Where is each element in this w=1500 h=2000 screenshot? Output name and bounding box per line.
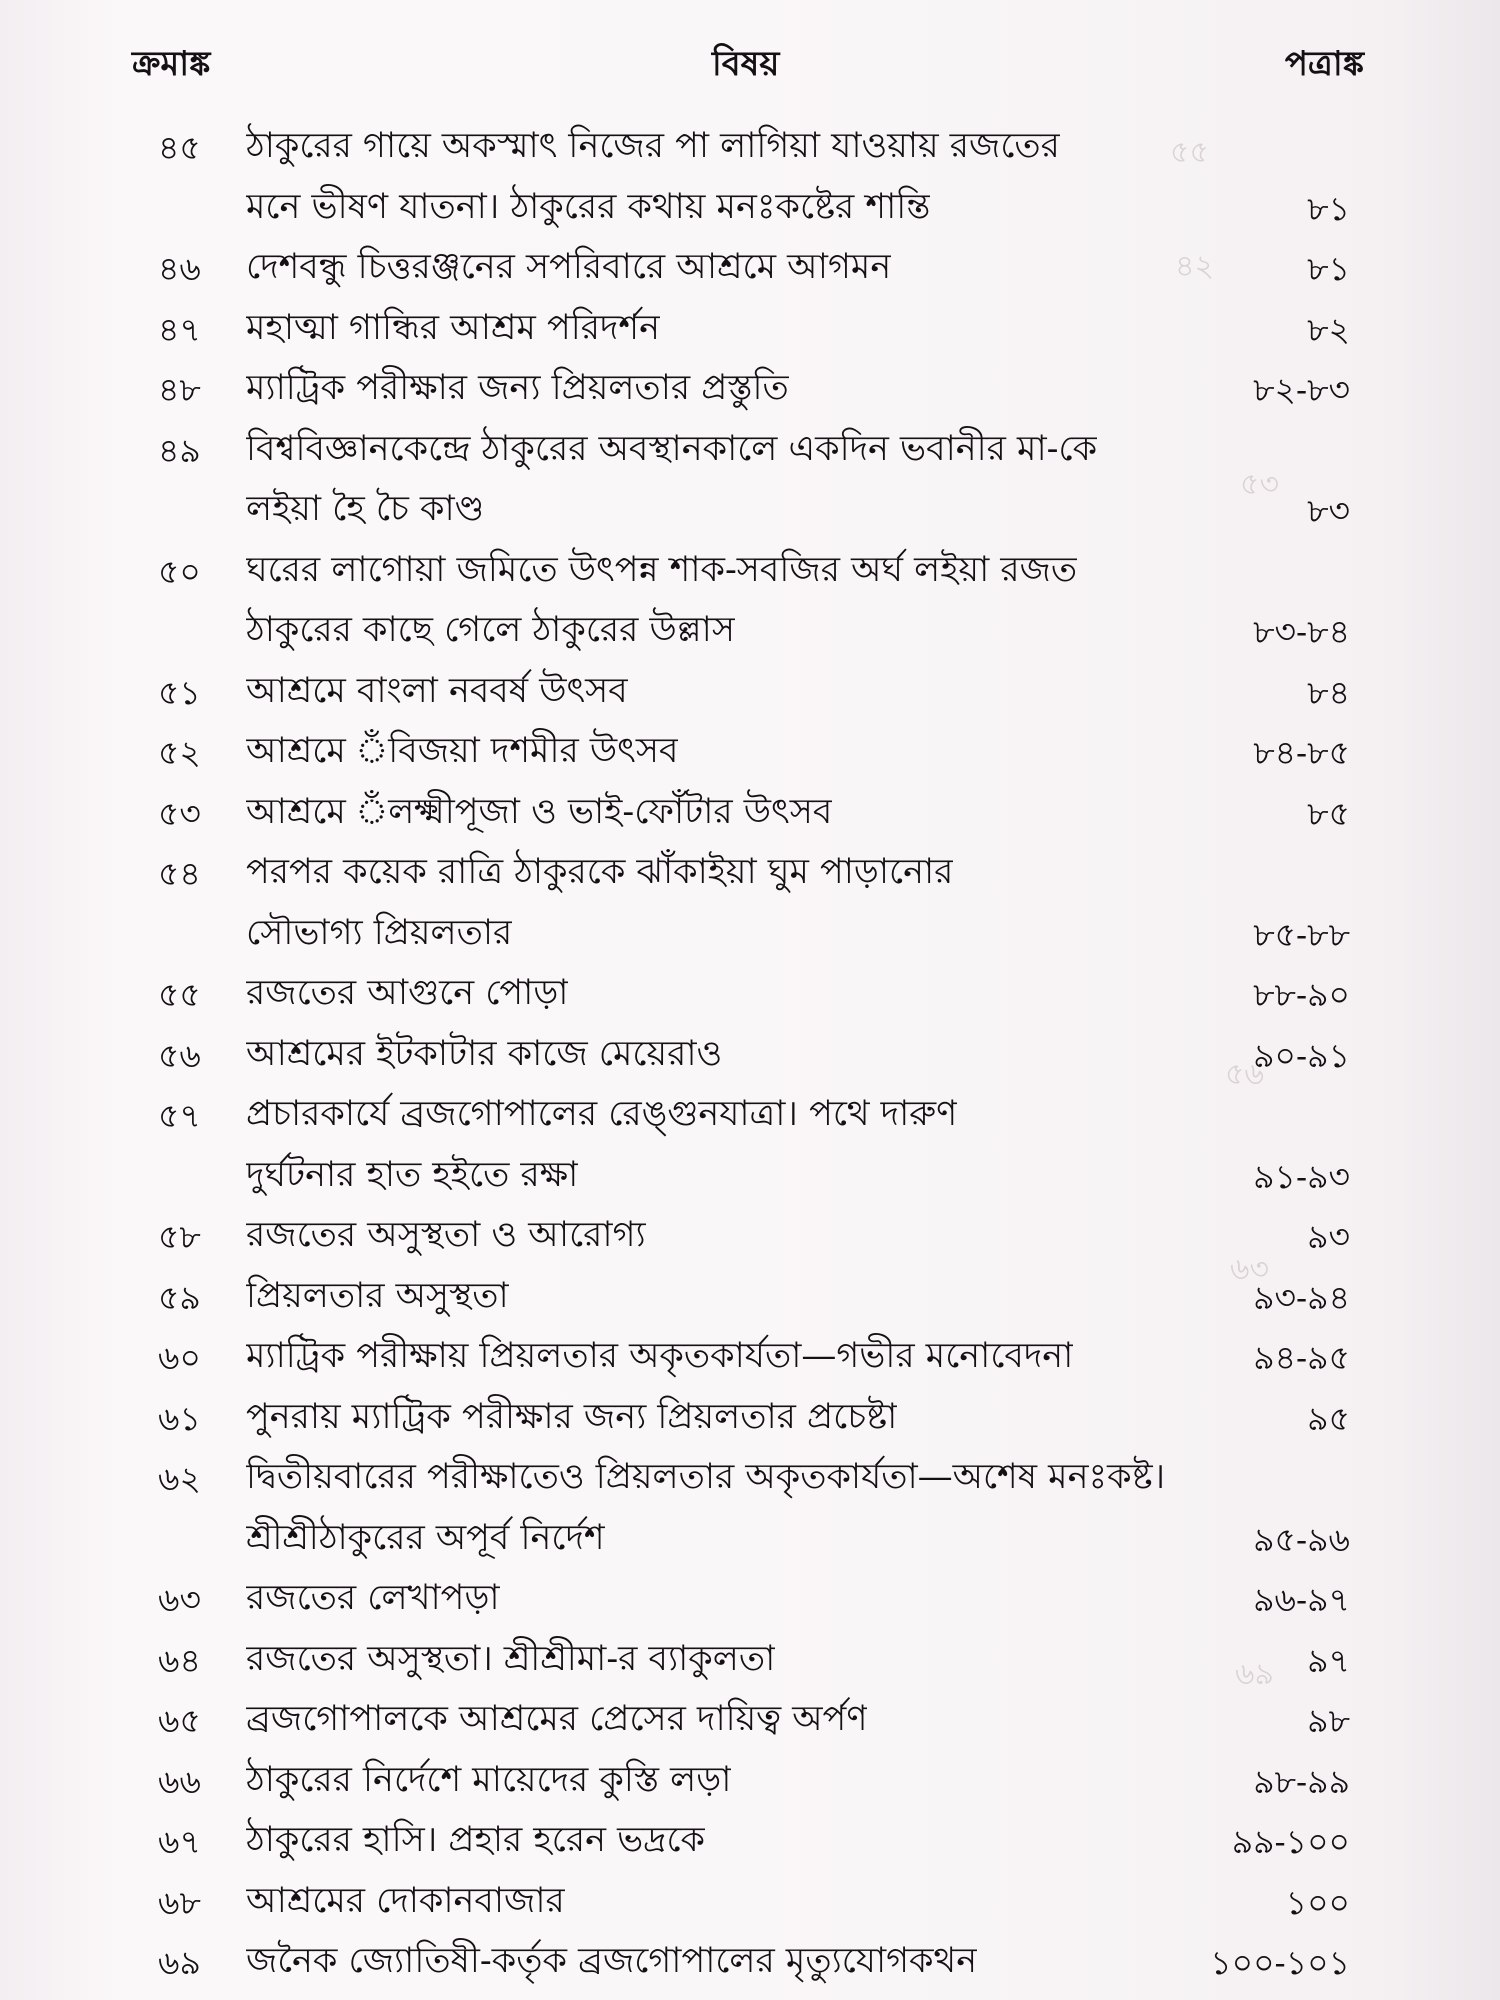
entry-page-range: ১০০-১০১	[1210, 1943, 1350, 1982]
toc-entry	[0, 1625, 1500, 1686]
toc-entry-line	[0, 1927, 1500, 1988]
entry-number: ৫১	[158, 672, 201, 712]
toc-entry-line	[0, 1685, 1500, 1746]
entry-page-range: ৮৪-৮৫	[1253, 733, 1350, 772]
toc-entry-line	[0, 1141, 1500, 1202]
toc-entry-line	[0, 838, 1500, 899]
entry-number: ৬০	[158, 1338, 201, 1377]
show-through-text: ৫৬	[1225, 1057, 1264, 1092]
entry-title: রজতের অসুস্থতা। শ্রীশ্রীমা-র ব্যাকুলতা	[246, 1638, 776, 1679]
entry-number: ৬৩	[158, 1580, 201, 1619]
toc-entry	[0, 1201, 1500, 1262]
toc-entry-line	[0, 1201, 1500, 1262]
show-through-text: ৪২	[1175, 249, 1214, 284]
toc-entry	[0, 1867, 1500, 1928]
toc-entry-line	[0, 899, 1500, 960]
entry-number: ৫৭	[158, 1096, 201, 1135]
toc-entry	[0, 717, 1500, 778]
entry-number: ৬৭	[158, 1822, 201, 1861]
entry-page-range: ৯৮	[1307, 1701, 1350, 1740]
entry-page-range: ৮১	[1307, 249, 1350, 288]
entry-page-range: ৮৮-৯০	[1253, 975, 1350, 1014]
entry-number: ৫৫	[158, 975, 201, 1014]
entry-number: ৫৮	[158, 1217, 201, 1256]
entry-title: ব্রজগোপালকে আশ্রমের প্রেসের দায়িত্ব অর্পণ	[246, 1699, 868, 1739]
toc-entry-line	[0, 233, 1500, 294]
entry-title: রজতের আগুনে পোড়া	[246, 973, 569, 1013]
entry-page-range: ৮৩	[1307, 491, 1350, 530]
toc-entry-line	[0, 1867, 1500, 1928]
entry-page-range: ১০০	[1285, 1882, 1350, 1922]
toc-entry-line	[0, 1746, 1500, 1807]
entry-title: ঠাকুরের নির্দেশে মায়েদের কুস্তি লড়া	[246, 1759, 732, 1800]
entry-number: ৫৬	[158, 1035, 201, 1075]
toc-entry	[0, 354, 1500, 415]
entry-number: ৬৪	[158, 1640, 201, 1680]
entry-number: ৬২	[158, 1459, 201, 1498]
show-through-text: ৫৩	[1240, 467, 1279, 502]
entry-title: দুর্ঘটনার হাত হইতে রক্ষা	[246, 1154, 579, 1195]
toc-entry	[0, 959, 1500, 1020]
entry-title: ম্যাট্রিক পরীক্ষার জন্য প্রিয়লতার প্রস্তুতি	[246, 368, 789, 408]
entry-page-range: ৯৫-৯৬	[1253, 1519, 1350, 1559]
entry-title: সৌভাগ্য প্রিয়লতার	[246, 912, 513, 953]
toc-entry-line	[0, 1322, 1500, 1383]
entry-title: দেশবন্ধু চিত্তরঞ্জনের সপরিবারে আশ্রমে আগমন	[246, 247, 892, 287]
entry-page-range: ৯১-৯৩	[1253, 1156, 1350, 1196]
entry-page-range: ৯৩	[1307, 1217, 1350, 1256]
toc-entry-line	[0, 1806, 1500, 1867]
entry-page-range: ৮২-৮৩	[1253, 370, 1350, 409]
toc-entry	[0, 112, 1500, 233]
toc-entry-line	[0, 1383, 1500, 1444]
entry-number: ৫০	[158, 551, 201, 591]
entry-page-range: ৮৫	[1307, 793, 1350, 833]
toc-entry-line	[0, 112, 1500, 173]
entry-title: দ্বিতীয়বারের পরীক্ষাতেও প্রিয়লতার অকৃতকার্যতা—অশেষ মনঃকষ্ট।	[246, 1457, 1166, 1497]
toc-entry	[0, 415, 1500, 536]
toc-entry-line	[0, 536, 1500, 597]
toc-entry-line	[0, 959, 1500, 1020]
entry-title: আশ্রমের ইটকাটার কাজে মেয়েরাও	[246, 1033, 723, 1074]
toc-entry	[0, 1080, 1500, 1201]
entry-title: ঠাকুরের গায়ে অকস্মাৎ নিজের পা লাগিয়া যাওয়ায় রজতের	[246, 126, 1060, 166]
entry-title: পুনরায় ম্যাট্রিক পরীক্ষার জন্য প্রিয়লতার প্রচেষ্টা	[246, 1396, 898, 1437]
toc-entry	[0, 657, 1500, 718]
toc-entry	[0, 1685, 1500, 1746]
entry-number: ৬৫	[158, 1701, 201, 1740]
entry-title: আশ্রমের দোকানবাজার	[246, 1880, 565, 1921]
toc-entry	[0, 1746, 1500, 1807]
entry-number: ৬১	[158, 1398, 201, 1438]
serial-column-header: ক্রমাঙ্ক	[132, 44, 211, 84]
toc-entry-line	[0, 173, 1500, 234]
toc-entry-line	[0, 1020, 1500, 1081]
entry-title: রজতের অসুস্থতা ও আরোগ্য	[246, 1215, 646, 1255]
entry-title: মহাত্মা গান্ধির আশ্রম পরিদর্শন	[246, 307, 661, 348]
entry-page-range: ৮৪	[1307, 672, 1350, 712]
entry-title: বিশ্ববিজ্ঞানকেন্দ্রে ঠাকুরের অবস্থানকালে একদিন ভবানীর মা-কে	[246, 428, 1098, 469]
toc-entry	[0, 1262, 1500, 1323]
entry-number: ৫৯	[158, 1277, 201, 1317]
entry-number: ৪৬	[158, 249, 201, 288]
entry-page-range: ৮৫-৮৮	[1253, 914, 1350, 954]
entry-title: ঠাকুরের কাছে গেলে ঠাকুরের উল্লাস	[246, 610, 735, 650]
entry-number: ৪৭	[158, 309, 201, 349]
toc-entry	[0, 1383, 1500, 1444]
entry-number: ৫২	[158, 733, 201, 772]
entry-page-range: ৮২	[1307, 309, 1350, 349]
entry-title: আশ্রমে ঁবিজয়া দশমীর উৎসব	[246, 731, 679, 771]
show-through-text: ৫৫	[1170, 135, 1209, 170]
entry-title: মনে ভীষণ যাতনা। ঠাকুরের কথায় মনঃকষ্টের শান্তি	[246, 186, 931, 227]
entry-page-range: ৮৩-৮৪	[1253, 612, 1350, 651]
entry-number: ৪৯	[158, 430, 201, 470]
toc-entry	[0, 536, 1500, 657]
entry-title: শ্রীশ্রীঠাকুরের অপূর্ব নির্দেশ	[246, 1517, 605, 1558]
entry-number: ৪৮	[158, 370, 201, 409]
entry-title: আশ্রমে ঁলক্ষ্মীপূজা ও ভাই-ফোঁটার উৎসব	[246, 791, 833, 832]
entry-number: ৬৮	[158, 1882, 201, 1922]
entry-number: ৬৯	[158, 1943, 201, 1982]
toc-entry-line	[0, 1443, 1500, 1504]
toc-entry-line	[0, 717, 1500, 778]
entry-page-range: ৯৫	[1307, 1398, 1350, 1438]
toc-entry-line	[0, 475, 1500, 536]
toc-entry	[0, 294, 1500, 355]
toc-entry	[0, 233, 1500, 294]
entry-page-range: ৯৪-৯৫	[1253, 1338, 1350, 1377]
toc-entry	[0, 1564, 1500, 1625]
entry-page-range: ৯৩-৯৪	[1253, 1277, 1350, 1317]
toc-entry	[0, 838, 1500, 959]
entry-number: ৬৬	[158, 1761, 201, 1801]
toc-entry	[0, 1020, 1500, 1081]
table-of-contents	[0, 112, 1500, 1988]
show-through-text: ৬৩	[1230, 1252, 1270, 1287]
toc-entry-line	[0, 778, 1500, 839]
toc-entry-line	[0, 294, 1500, 355]
toc-entry	[0, 1322, 1500, 1383]
entry-number: ৪৫	[158, 128, 201, 167]
entry-number: ৫৪	[158, 854, 201, 893]
toc-entry-line	[0, 1080, 1500, 1141]
entry-title: প্রচারকার্যে ব্রজগোপালের রেঙ্গুনযাত্রা। পথে দারুণ	[246, 1094, 958, 1134]
entry-page-range: ৯৬-৯৭	[1253, 1580, 1350, 1619]
entry-title: লইয়া হৈ চৈ কাণ্ড	[246, 489, 485, 529]
toc-entry-line	[0, 1504, 1500, 1565]
entry-title: পরপর কয়েক রাত্রি ঠাকুরকে ঝাঁকাইয়া ঘুম পাড়ানোর	[246, 852, 954, 892]
toc-entry	[0, 1443, 1500, 1564]
subject-column-header: বিষয়	[712, 44, 780, 84]
entry-number: ৫৩	[158, 793, 201, 833]
entry-title: জনৈক জ্যোতিষী-কর্তৃক ব্রজগোপালের মৃত্যুযোগকথন	[246, 1941, 978, 1981]
entry-page-range: ৮১	[1307, 188, 1350, 228]
entry-title: ম্যাট্রিক পরীক্ষায় প্রিয়লতার অকৃতকার্যতা—গভীর মনোবেদনা	[246, 1336, 1074, 1376]
page-column-header: পত্রাঙ্ক	[1284, 44, 1364, 84]
entry-title: ঠাকুরের হাসি। প্রহার হরেন ভদ্রকে	[246, 1820, 705, 1860]
entry-title: রজতের লেখাপড়া	[246, 1578, 500, 1618]
entry-title: আশ্রমে বাংলা নববর্ষ উৎসব	[246, 670, 628, 711]
show-through-text: ৬৯	[1235, 1657, 1274, 1692]
toc-entry	[0, 778, 1500, 839]
toc-entry-line	[0, 415, 1500, 476]
entry-page-range: ৯৯-১০০	[1231, 1822, 1350, 1861]
toc-entry	[0, 1806, 1500, 1867]
table-header	[0, 38, 1500, 98]
entry-page-range: ৯৭	[1307, 1640, 1350, 1680]
toc-entry	[0, 1927, 1500, 1988]
toc-entry-line	[0, 354, 1500, 415]
toc-entry-line	[0, 596, 1500, 657]
toc-entry-line	[0, 657, 1500, 718]
toc-entry-line	[0, 1625, 1500, 1686]
entry-page-range: ৯৮-৯৯	[1253, 1761, 1350, 1801]
entry-title: ঘরের লাগোয়া জমিতে উৎপন্ন শাক-সবজির অর্ঘ লইয়া রজত	[246, 549, 1078, 590]
entry-page-range: ৯০-৯১	[1253, 1035, 1350, 1075]
entry-title: প্রিয়লতার অসুস্থতা	[246, 1275, 509, 1316]
toc-entry-line	[0, 1262, 1500, 1323]
toc-entry-line	[0, 1564, 1500, 1625]
